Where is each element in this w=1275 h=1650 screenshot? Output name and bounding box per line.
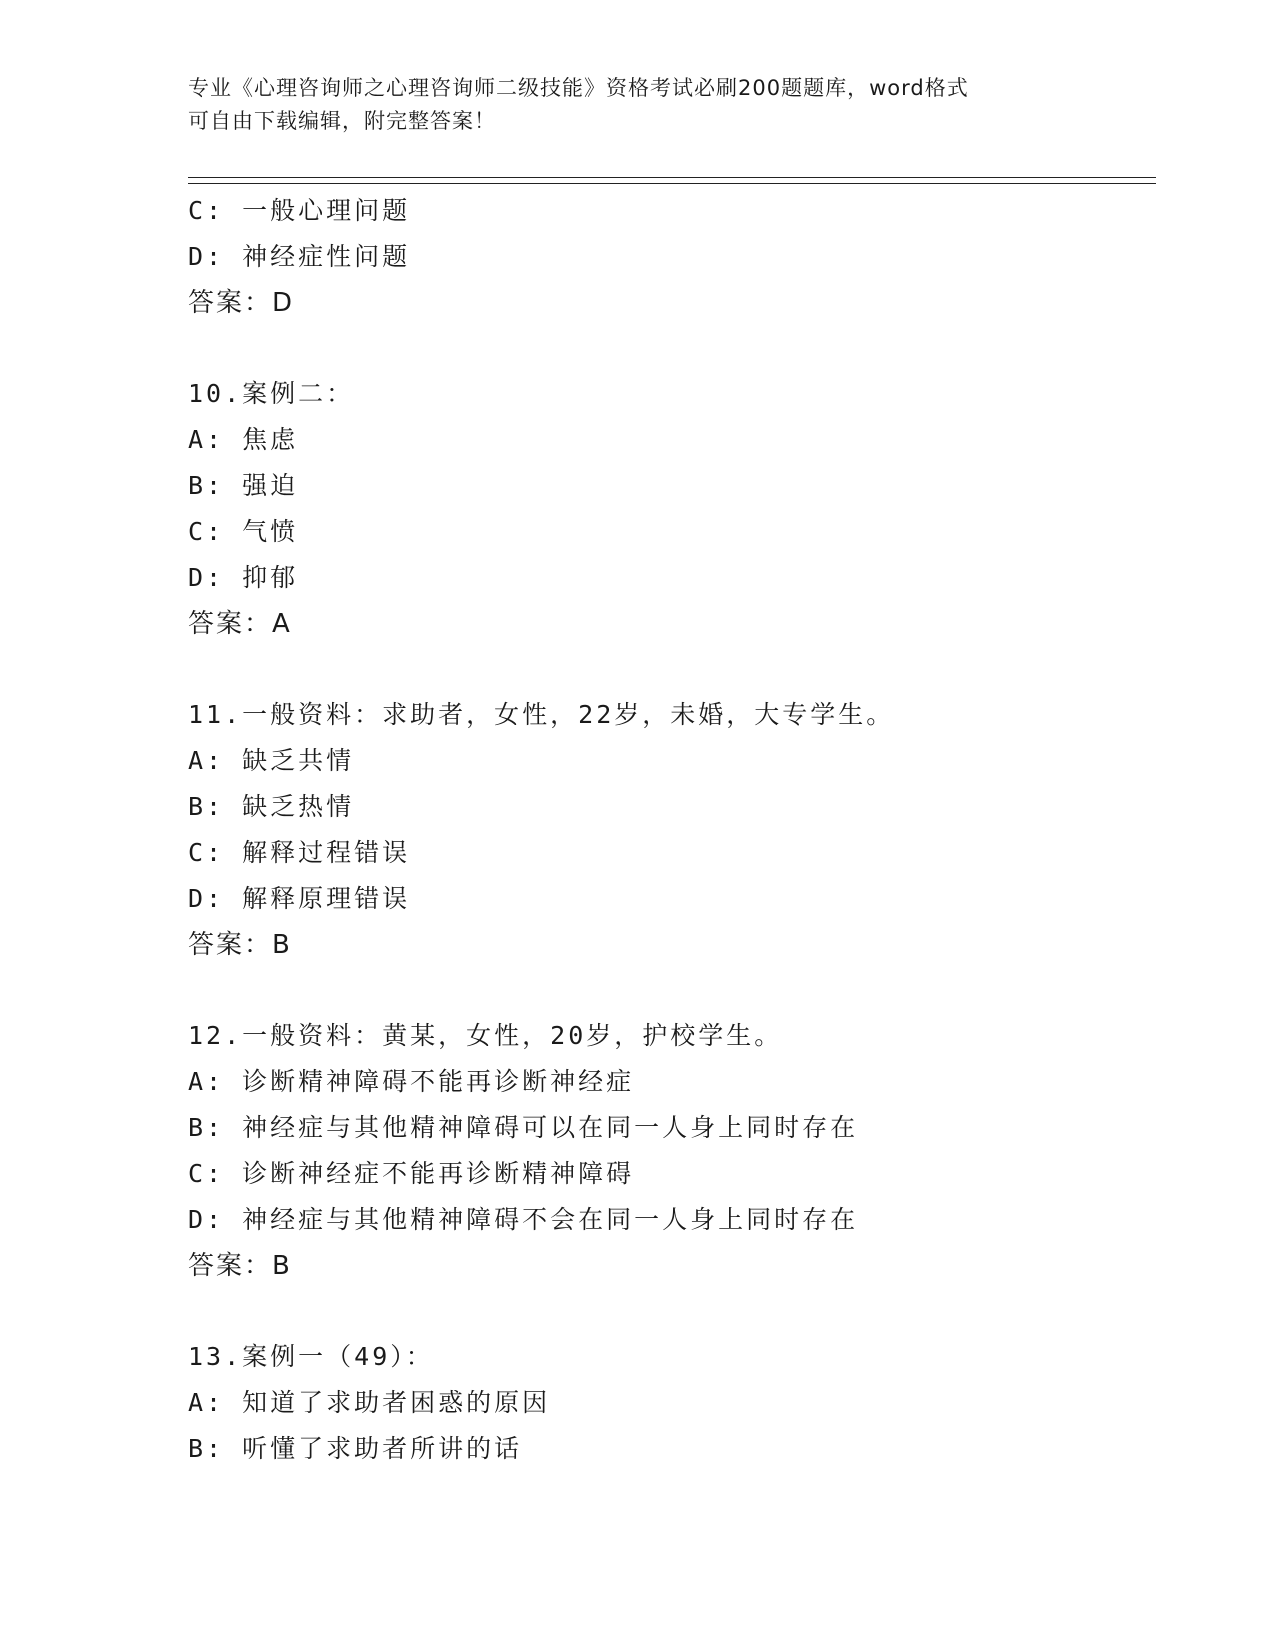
- option-a: A: 知道了求助者困惑的原因: [188, 1388, 551, 1417]
- question-block: [188, 1013, 1156, 1289]
- option-c: C: 诊断神经症不能再诊断精神障碍: [188, 1159, 635, 1188]
- option-d: D: 神经症性问题: [188, 242, 411, 271]
- option-c: C: 气愤: [188, 517, 299, 546]
- question-block: [188, 188, 1156, 326]
- block-spacer: [188, 1289, 1156, 1334]
- option-b: B: 强迫: [188, 471, 299, 500]
- option-a: A: 诊断精神障碍不能再诊断神经症: [188, 1067, 635, 1096]
- question-text: 13.案例一（49）：: [188, 1342, 434, 1371]
- option-b: B: 缺乏热情: [188, 792, 355, 821]
- question-text: 11.一般资料：求助者，女性，22岁，未婚，大专学生。: [188, 700, 895, 729]
- answer-line: 答案：B: [188, 1251, 292, 1281]
- option-a: A: 焦虑: [188, 425, 299, 454]
- question-block: [188, 371, 1156, 647]
- header-divider-top: [188, 177, 1156, 178]
- option-b: B: 神经症与其他精神障碍可以在同一人身上同时存在: [188, 1113, 859, 1142]
- block-spacer: [188, 968, 1156, 1013]
- option-d: D: 神经症与其他精神障碍不会在同一人身上同时存在: [188, 1205, 859, 1234]
- header-line-1: 专业《心理咨询师之心理咨询师二级技能》资格考试必刷200题题库，word格式: [188, 76, 969, 100]
- option-b: B: 听懂了求助者所讲的话: [188, 1434, 523, 1463]
- page-header: [188, 72, 1068, 138]
- question-text: 10.案例二：: [188, 379, 355, 408]
- header-divider-bottom: [188, 183, 1156, 184]
- option-d: D: 抑郁: [188, 563, 299, 592]
- answer-line: 答案：B: [188, 930, 292, 960]
- question-list: [188, 188, 1156, 1472]
- option-c: C: 解释过程错误: [188, 838, 411, 867]
- block-spacer: [188, 647, 1156, 692]
- answer-line: 答案：D: [188, 288, 295, 318]
- block-spacer: [188, 326, 1156, 371]
- question-text: 12.一般资料：黄某，女性，20岁，护校学生。: [188, 1021, 783, 1050]
- header-line-2: 可自由下载编辑，附完整答案！: [188, 109, 496, 133]
- option-c: C: 一般心理问题: [188, 196, 411, 225]
- question-block: [188, 692, 1156, 968]
- option-d: D: 解释原理错误: [188, 884, 411, 913]
- option-a: A: 缺乏共情: [188, 746, 355, 775]
- answer-line: 答案：A: [188, 609, 292, 639]
- question-block: [188, 1334, 1156, 1472]
